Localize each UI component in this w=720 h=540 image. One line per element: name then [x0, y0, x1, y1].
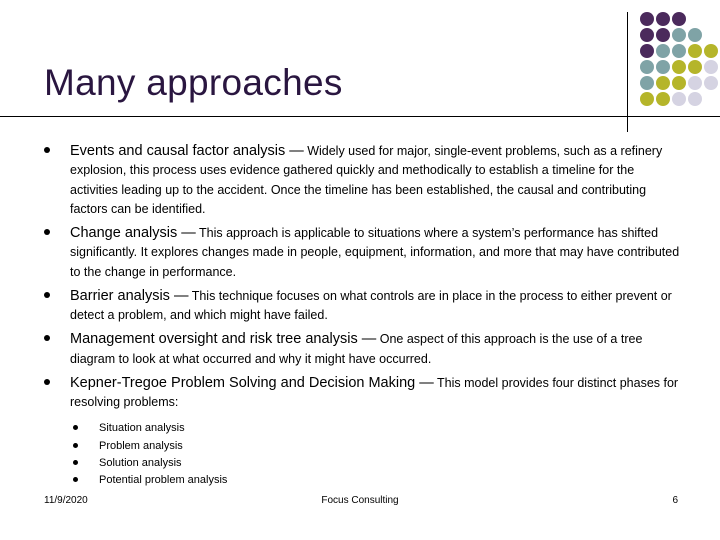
bullet-dot-icon — [44, 379, 50, 385]
decor-dot — [640, 28, 654, 42]
bullet-dot-icon — [44, 229, 50, 235]
sub-bullet-text: Situation analysis — [99, 422, 185, 435]
bullet-text: Widely used for major, single-event problems, such as a refinery explosion, this process uses evidence gathered quickly and methodically to establish a timeline for the activities leading up to the accident. Once the timeline has been established, the causal and contributing factors can be identified. — [70, 144, 663, 216]
footer-company: Focus Consulting — [321, 495, 399, 506]
bullet-item — [44, 223, 684, 281]
bullet-item — [44, 373, 684, 489]
bullet-dot-icon — [44, 292, 50, 298]
page-number: 6 — [672, 495, 678, 506]
decor-dot — [672, 92, 686, 106]
bullet-dot-icon — [44, 147, 50, 153]
decor-dot — [656, 60, 670, 74]
decor-dot — [640, 12, 654, 26]
sub-bullet-item — [70, 455, 684, 472]
decor-dot — [688, 92, 702, 106]
bullet-item — [44, 286, 684, 325]
decor-dot — [656, 92, 670, 106]
decor-dot — [640, 60, 654, 74]
bullet-dot-icon — [73, 460, 78, 465]
bullet-dot-icon — [73, 443, 78, 448]
decor-dot — [688, 44, 702, 58]
decor-dot — [672, 28, 686, 42]
sub-bullet-text: Problem analysis — [99, 439, 183, 452]
slide-title: Many approaches — [44, 62, 343, 103]
sub-bullet-item — [70, 420, 684, 437]
sub-bullet-item — [70, 472, 684, 489]
bullet-dot-icon — [73, 425, 78, 430]
bullet-text: This technique focuses on what controls are in place in the process to either prevent or detect a problem, and which might have failed. — [70, 288, 672, 323]
decor-dot — [688, 60, 702, 74]
decor-dot — [656, 44, 670, 58]
sub-bullet-list — [70, 420, 684, 488]
decor-dot — [672, 76, 686, 90]
decor-dot — [704, 76, 718, 90]
bullet-heading: Management oversight and risk tree analysis — — [70, 331, 377, 348]
sub-bullet-item — [70, 438, 684, 455]
bullet-text: This model provides four distinct phases for resolving problems: — [70, 375, 679, 410]
bullet-item — [44, 329, 684, 368]
sub-bullet-text: Potential problem analysis — [99, 473, 228, 486]
horizontal-divider — [0, 116, 720, 117]
vertical-divider — [627, 12, 628, 132]
decor-dot — [672, 60, 686, 74]
decor-dot — [656, 28, 670, 42]
bullet-heading: Kepner-Tregoe Problem Solving and Decision Making — — [70, 374, 434, 391]
decor-dot — [704, 60, 718, 74]
bullet-heading: Barrier analysis — — [70, 287, 189, 304]
sub-bullet-text: Solution analysis — [99, 456, 182, 469]
decor-dot — [656, 12, 670, 26]
decor-dot — [640, 44, 654, 58]
footer-date: 11/9/2020 — [44, 495, 88, 506]
decor-dot — [640, 76, 654, 90]
decor-dot — [688, 28, 702, 42]
decorative-dot-grid — [640, 12, 720, 117]
bullet-heading: Change analysis — — [70, 224, 196, 241]
bullet-text: This approach is applicable to situations where a system’s performance has shifted significantly. It explores changes made in people, equipment, information, and more that may have contributed to the change in performance. — [70, 225, 680, 279]
bullet-dot-icon — [73, 477, 78, 482]
decor-dot — [640, 92, 654, 106]
decor-dot — [704, 44, 718, 58]
bullet-dot-icon — [44, 335, 50, 341]
bullet-text: One aspect of this approach is the use of a tree diagram to look at what occurred and why it might have occurred. — [70, 332, 643, 366]
decor-dot — [672, 12, 686, 26]
decor-dot — [672, 44, 686, 58]
bullet-heading: Events and causal factor analysis — — [70, 143, 304, 159]
decor-dot — [688, 76, 702, 90]
bullet-list — [44, 141, 684, 494]
bullet-item — [44, 141, 684, 218]
decor-dot — [656, 76, 670, 90]
